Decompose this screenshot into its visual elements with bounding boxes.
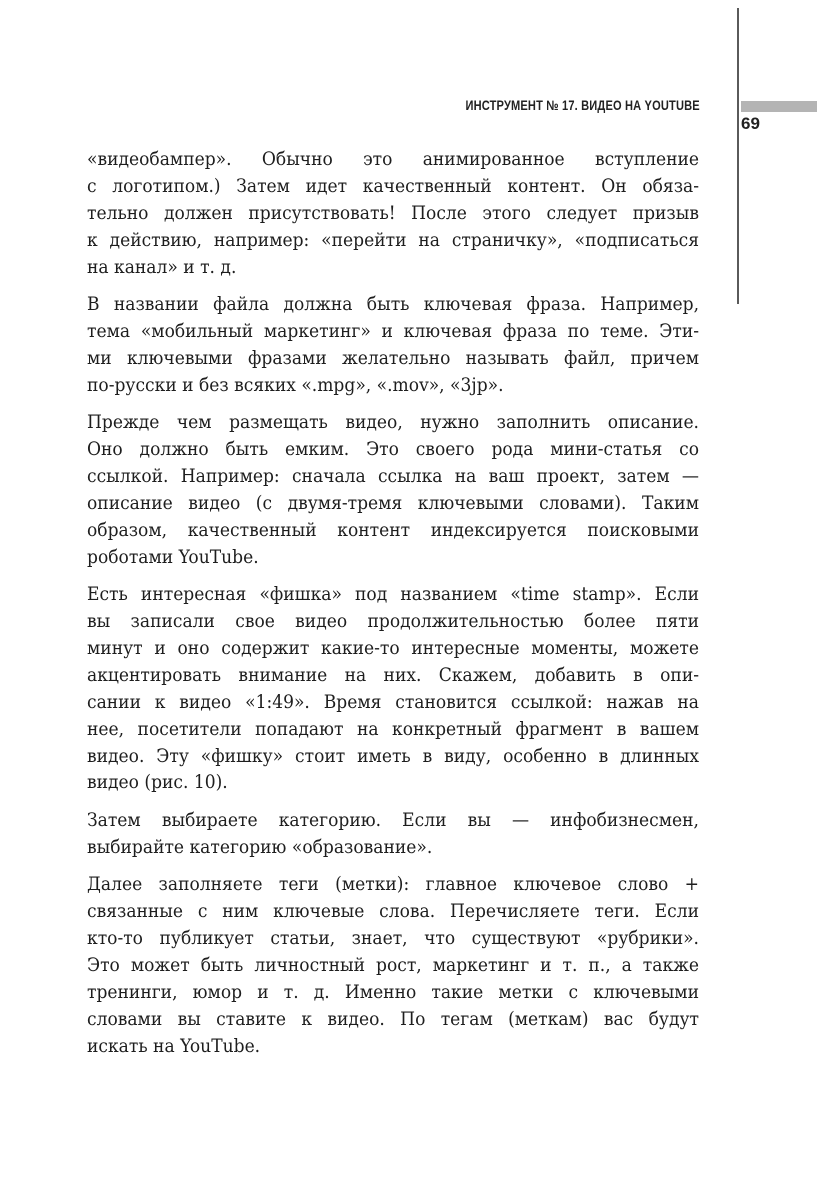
text-line: образом, качественный контент индексируется поисковыми — [87, 518, 699, 541]
page-number: 69 — [741, 114, 760, 133]
text-line: видео (рис. 10). — [87, 771, 228, 794]
running-head: ИНСТРУМЕНТ № 17. ВИДЕО НА YOUTUBE — [465, 98, 700, 113]
paragraph — [87, 581, 699, 796]
paragraph — [87, 871, 699, 1059]
text-line: описание видео (с двумя-тремя ключевыми словами). Таким — [87, 491, 699, 514]
text-line: Далее заполняете теги (метки): главное ключевое слово + — [87, 873, 699, 896]
paragraph — [87, 409, 699, 570]
text-line: выбирайте категорию «образование». — [87, 835, 433, 858]
text-line: сании к видео «1:49». Время становится ссылкой: нажав на — [87, 690, 699, 713]
text-line: на канал» и т. д. — [87, 255, 237, 278]
text-line: искать на YouTube. — [87, 1034, 261, 1057]
text-line: к действию, например: «перейти на страничку», «подписаться — [87, 228, 699, 251]
text-line: акцентировать внимание на них. Скажем, добавить в опи- — [87, 663, 699, 686]
text-line: В названии файла должна быть ключевая фраза. Например, — [87, 293, 699, 316]
paragraph — [87, 291, 699, 399]
text-line: кто-то публикует статьи, знает, что существуют «рубрики». — [87, 926, 699, 949]
chapter-tab-bar — [741, 101, 817, 112]
text-line: тренинги, юмор и т. д. Именно такие метки с ключевыми — [87, 980, 699, 1003]
text-line: нее, посетители попадают на конкретный фрагмент в вашем — [87, 717, 699, 740]
text-line: тема «мобильный маркетинг» и ключевая фраза по теме. Эти- — [87, 319, 699, 342]
text-line: словами вы ставите к видео. По тегам (меткам) вас будут — [87, 1007, 699, 1030]
text-line: Это может быть личностный рост, маркетинг и т. п., а также — [87, 953, 699, 976]
text-line: по-русски и без всяких «.mpg», «.mov», «3jp». — [87, 373, 504, 396]
text-line: роботами YouTube. — [87, 545, 259, 568]
paragraph — [87, 807, 699, 861]
body-text — [87, 146, 699, 1070]
text-line: Прежде чем размещать видео, нужно заполнить описание. — [87, 411, 699, 434]
text-line: ссылкой. Например: сначала ссылка на ваш проект, затем — — [87, 464, 699, 487]
text-line: Есть интересная «фишка» под названием «time stamp». Если — [87, 583, 699, 606]
text-line: минут и оно содержит какие-то интересные моменты, можете — [87, 636, 699, 659]
paragraph — [87, 146, 699, 281]
text-line: «видеобампер». Обычно это анимированное вступление — [87, 148, 699, 170]
text-line: вы записали свое видео продолжительностью более пяти — [87, 610, 699, 632]
text-line: Оно должно быть емким. Это своего рода мини-статья со — [87, 438, 699, 461]
text-line: Затем выбираете категорию. Если вы — инфобизнесмен, — [87, 808, 699, 831]
text-line: связанные с ним ключевые слова. Перечисляете теги. Если — [87, 900, 699, 923]
text-line: видео. Эту «фишку» стоит иметь в виду, особенно в длинных — [87, 744, 699, 767]
text-line: ми ключевыми фразами желательно называть файл, причем — [87, 346, 699, 369]
page-edge-rule — [737, 8, 739, 304]
text-line: с логотипом.) Затем идет качественный контент. Он обяза- — [87, 174, 699, 197]
text-line: тельно должен присутствовать! После этого следует призыв — [87, 201, 699, 224]
